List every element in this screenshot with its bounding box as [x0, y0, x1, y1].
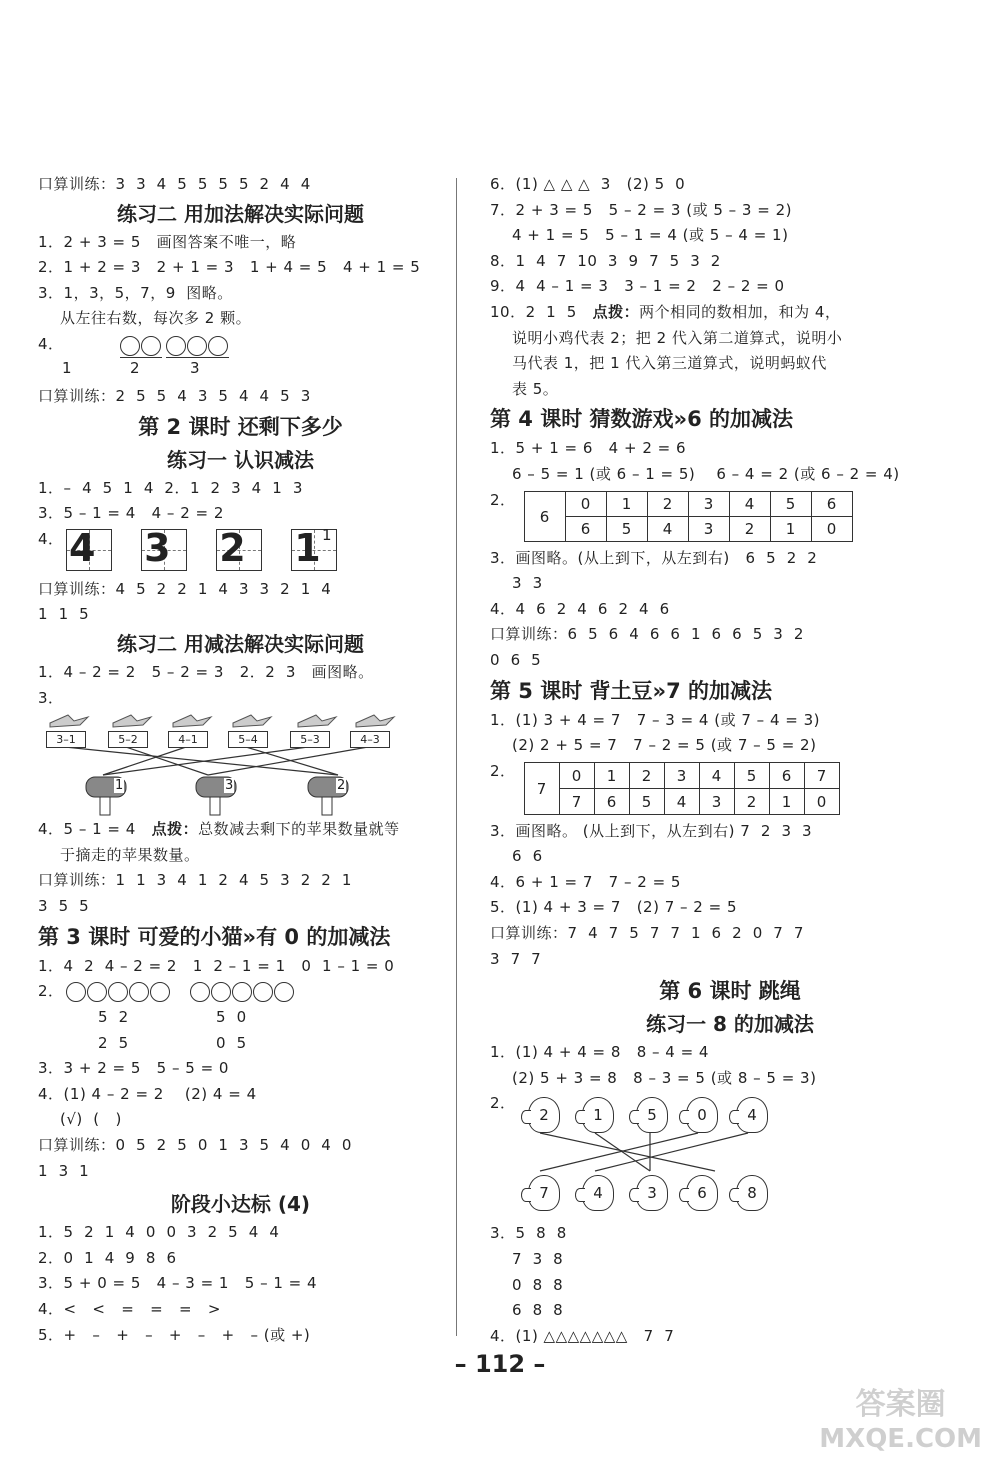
- text-line: 10．2 1 5 点拨：两个相同的数相加，和为 4，: [490, 302, 841, 321]
- birds-mailbox-figure: [38, 711, 443, 817]
- writing-box: 1: [291, 529, 337, 571]
- mitten-matching-figure: [490, 1091, 970, 1221]
- text-line: 马代表 1，把 1 代入第三道算式，说明蚂蚁代: [512, 354, 827, 373]
- mitten-icon: 6: [686, 1175, 718, 1211]
- text-line: 表 5。: [512, 379, 559, 398]
- section-heading: 练习二 用减法解决实际问题: [117, 631, 364, 656]
- text-line: 3．5 – 1 = 4 4 – 2 = 2: [38, 504, 224, 523]
- question-number: 2．: [490, 490, 516, 509]
- bird-icon: [356, 715, 394, 727]
- text-line: 1．5 + 1 = 6 4 + 2 = 6: [490, 439, 687, 458]
- text-line: 说明小鸡代表 2；把 2 代入第二道算式，说明小: [512, 328, 843, 347]
- page-number: – 112 –: [454, 1350, 546, 1378]
- number-table: [524, 491, 853, 542]
- text-line: 口算训练：1 1 3 4 1 2 4 5 3 2 2 1: [38, 871, 352, 890]
- circle-shape: [208, 336, 228, 356]
- text-line: 4 + 1 = 5 5 – 1 = 4 (或 5 – 4 = 1): [512, 226, 789, 245]
- circle-shape: [120, 336, 140, 356]
- text-line: (√) ( ): [60, 1110, 122, 1129]
- circle-group: [120, 336, 162, 359]
- table-cell: 4: [699, 763, 734, 789]
- question-number: 4．: [38, 334, 64, 353]
- bird-card: 5–3: [290, 731, 330, 748]
- mitten-icon: 0: [686, 1097, 718, 1133]
- table-cell: 0: [559, 763, 594, 789]
- text-line: 6 6: [512, 847, 543, 866]
- text-line: 1．4 – 2 = 2 5 – 2 = 3 2．2 3 画图略。: [38, 662, 374, 681]
- number-label: 3: [190, 358, 201, 377]
- text-line: 3．画图略。 (从上到下，从左到右) 7 2 3 3: [490, 821, 813, 840]
- mitten-icon: 8: [736, 1175, 768, 1211]
- text-line: 3 3: [512, 574, 543, 593]
- table-cell: 3: [699, 789, 734, 815]
- mitten-icon: 4: [736, 1097, 768, 1133]
- circle-group: [190, 981, 295, 1002]
- column-divider: [456, 178, 457, 1336]
- table-cell: 0: [811, 517, 852, 542]
- text-line: (2) 5 + 3 = 8 8 – 3 = 5 (或 8 – 5 = 3): [512, 1068, 817, 1087]
- table-cell: 3: [688, 492, 729, 517]
- table-cell: 3: [664, 763, 699, 789]
- left-column: [38, 172, 443, 1348]
- lesson-heading: 第 3 课时 可爱的小猫»有 0 的加减法: [38, 924, 391, 949]
- watermark-logo: 答案圈: [855, 1387, 946, 1422]
- text-line: 3．: [38, 688, 64, 707]
- circle-shape: [141, 336, 161, 356]
- text-line: 从左往右数，每次多 2 颗。: [60, 309, 252, 328]
- lesson-heading: 第 5 课时 背土豆»7 的加减法: [490, 678, 773, 703]
- mailbox-number: 3: [225, 778, 234, 794]
- bird-icon: [173, 715, 211, 727]
- text-line: 1．2 + 3 = 5 画图答案不唯一，略: [38, 232, 297, 251]
- bird-card: 4–3: [350, 731, 390, 748]
- text-line: 口算训练：4 5 2 2 1 4 3 3 2 1 4: [38, 579, 332, 598]
- text-line: 2．1 + 2 = 3 2 + 1 = 3 1 + 4 = 5 4 + 1 = 5: [38, 258, 421, 277]
- digit-writing-figure: [38, 527, 443, 577]
- number-label: 2: [130, 358, 141, 377]
- text-line: 6 – 5 = 1 (或 6 – 1 = 5) 6 – 4 = 2 (或 6 – 2 = 4): [512, 464, 900, 483]
- table-cell: 5: [606, 517, 647, 542]
- table-cell: 6: [565, 517, 606, 542]
- table-cell: 3: [688, 517, 729, 542]
- text-line: 2．0 1 4 9 8 6: [38, 1248, 177, 1267]
- question-number: 4．: [38, 529, 64, 548]
- table-cell: 0: [804, 789, 839, 815]
- mitten-icon: 7: [528, 1175, 560, 1211]
- right-column: [490, 172, 970, 1349]
- text-line: 3 5 5: [38, 896, 90, 915]
- text-line: 3．3 + 2 = 5 5 – 5 = 0: [38, 1059, 229, 1078]
- circles-figure: [38, 979, 443, 1005]
- seven-decomposition: [490, 759, 970, 819]
- mitten-icon: 4: [582, 1175, 614, 1211]
- bird-card: 5–2: [108, 731, 148, 748]
- bird-icon: [298, 715, 336, 727]
- text-line: 5．(1) 4 + 3 = 7 (2) 7 – 2 = 5: [490, 898, 737, 917]
- table-cell: 4: [647, 517, 688, 542]
- bird-card: 5–4: [228, 731, 268, 748]
- text-line: 3．5 8 8: [490, 1224, 567, 1243]
- question-number: 2．: [490, 1094, 516, 1113]
- mitten-icon: 1: [582, 1097, 614, 1133]
- question-number: 2．: [490, 761, 516, 780]
- text-line: 7．2 + 3 = 5 5 – 2 = 3 (或 5 – 3 = 2): [490, 200, 792, 219]
- mitten-icon: 2: [528, 1097, 560, 1133]
- mitten-icon: 3: [636, 1175, 668, 1211]
- mailbox-number: 2: [337, 778, 346, 794]
- text-line: 1．(1) 4 + 4 = 8 8 – 4 = 4: [490, 1043, 709, 1062]
- text-line: 0 8 8: [512, 1275, 564, 1294]
- table-cell: 6: [811, 492, 852, 517]
- table-cell: 6: [769, 763, 804, 789]
- table-cell: 5: [770, 492, 811, 517]
- table-cell: 1: [770, 517, 811, 542]
- text-line: 2 5 0 5: [98, 1033, 247, 1052]
- table-cell: 2: [729, 517, 770, 542]
- lesson-heading: 第 4 课时 猜数游戏»6 的加减法: [490, 407, 794, 432]
- text-line: 4．4 6 2 4 6 2 4 6: [490, 599, 670, 618]
- table-cell: 4: [729, 492, 770, 517]
- text-line: 5 2 5 0: [98, 1008, 247, 1027]
- writing-box: 4: [66, 529, 112, 571]
- text-line: 1．– 4 5 1 4 2．1 2 3 4 1 3: [38, 478, 303, 497]
- text-line: 6 8 8: [512, 1301, 564, 1320]
- text-line: 4．5 – 1 = 4 点拨：总数减去剩下的苹果数量就等: [38, 820, 400, 839]
- text-line: 3．画图略。(从上到下，从左到右) 6 5 2 2: [490, 548, 818, 567]
- table-cell: 1: [606, 492, 647, 517]
- section-heading: 练习二 用加法解决实际问题: [117, 201, 364, 226]
- text-line: 1 3 1: [38, 1161, 90, 1180]
- text-line: 3 7 7: [490, 949, 542, 968]
- text-line: 6．(1) △ △ △ 3 (2) 5 0: [490, 175, 686, 193]
- table-cell: 2: [734, 789, 769, 815]
- lesson-heading: 第 2 课时 还剩下多少: [138, 414, 343, 439]
- text-line: 4．< < = = = >: [38, 1300, 221, 1319]
- number-label: 1: [322, 525, 333, 544]
- text-line: 口算训练：6 5 6 4 6 6 1 6 6 5 3 2: [490, 625, 804, 644]
- section-heading: 练习一 8 的加减法: [646, 1012, 814, 1037]
- text-line: 7 3 8: [512, 1250, 564, 1269]
- text-line: 4．6 + 1 = 7 7 – 2 = 5: [490, 872, 681, 891]
- circles-figure: [38, 332, 443, 384]
- table-cell: 2: [647, 492, 688, 517]
- writing-box: 3: [141, 529, 187, 571]
- text-line: 1．5 2 1 4 0 0 3 2 5 4 4: [38, 1223, 280, 1242]
- table-cell: 7: [804, 763, 839, 789]
- section-heading: 阶段小达标 (4): [170, 1192, 311, 1217]
- watermark-url: MXQE.COM: [819, 1424, 982, 1454]
- table-cell: 4: [664, 789, 699, 815]
- table-cell: 5: [734, 763, 769, 789]
- table-cell: 1: [769, 789, 804, 815]
- text-line: 1 1 5: [38, 605, 90, 624]
- table-head-cell: 7: [524, 763, 559, 815]
- watermark: [819, 1388, 982, 1456]
- table-cell: 6: [594, 789, 629, 815]
- table-cell: 2: [629, 763, 664, 789]
- text-line: 4．(1) 4 – 2 = 2 (2) 4 = 4: [38, 1084, 257, 1103]
- text-line: 5．+ – + – + – + – (或 +): [38, 1325, 311, 1344]
- text-line: 8．1 4 7 10 3 9 7 5 3 2: [490, 251, 721, 270]
- text-line: 1．4 2 4 – 2 = 2 1 2 – 1 = 1 0 1 – 1 = 0: [38, 956, 395, 975]
- six-decomposition: [490, 488, 970, 546]
- text-line: 0 6 5: [490, 650, 542, 669]
- table-cell: 1: [594, 763, 629, 789]
- bird-icon: [233, 715, 271, 727]
- text-line: 口算训练：0 5 2 5 0 1 3 5 4 0 4 0: [38, 1136, 352, 1155]
- bird-icon: [113, 715, 151, 727]
- bird-card: 4–1: [168, 731, 208, 748]
- bird-icon: [50, 715, 88, 727]
- mitten-icon: 5: [636, 1097, 668, 1133]
- text-line: 于摘走的苹果数量。: [60, 845, 200, 864]
- table-cell: 7: [559, 789, 594, 815]
- text-line: 4．(1) △△△△△△△ 7 7: [490, 1326, 675, 1345]
- matching-lines: [38, 711, 418, 817]
- text-line: 口算训练：2 5 5 4 3 5 4 4 5 3: [38, 386, 311, 405]
- text-line: 1．(1) 3 + 4 = 7 7 – 3 = 4 (或 7 – 4 = 3): [490, 710, 820, 729]
- circle-group: [66, 981, 171, 1002]
- question-number: 2．: [38, 982, 64, 1001]
- text-line: 口算训练：7 4 7 5 7 7 1 6 2 0 7 7: [490, 924, 804, 943]
- section-heading: 练习一 认识减法: [167, 447, 314, 472]
- number-label: 1: [62, 358, 73, 377]
- text-line: 3．1，3，5，7，9 图略。: [38, 283, 233, 302]
- mailbox-number: 1: [115, 778, 124, 794]
- table-cell: 5: [629, 789, 664, 815]
- circle-shape: [187, 336, 207, 356]
- text-line: 3．5 + 0 = 5 4 – 3 = 1 5 – 1 = 4: [38, 1274, 318, 1293]
- text-line: 口算训练：3 3 4 5 5 5 5 2 4 4: [38, 175, 311, 193]
- writing-box: 2: [216, 529, 262, 571]
- circle-shape: [166, 336, 186, 356]
- lesson-heading: 第 6 课时 跳绳: [659, 979, 801, 1004]
- bird-card: 3–1: [46, 731, 86, 748]
- text-line: 9．4 4 – 1 = 3 3 – 1 = 2 2 – 2 = 0: [490, 277, 785, 296]
- table-cell: 0: [565, 492, 606, 517]
- number-table: [524, 762, 840, 815]
- table-head-cell: 6: [524, 492, 565, 542]
- text-line: (2) 2 + 5 = 7 7 – 2 = 5 (或 7 – 5 = 2): [512, 736, 817, 755]
